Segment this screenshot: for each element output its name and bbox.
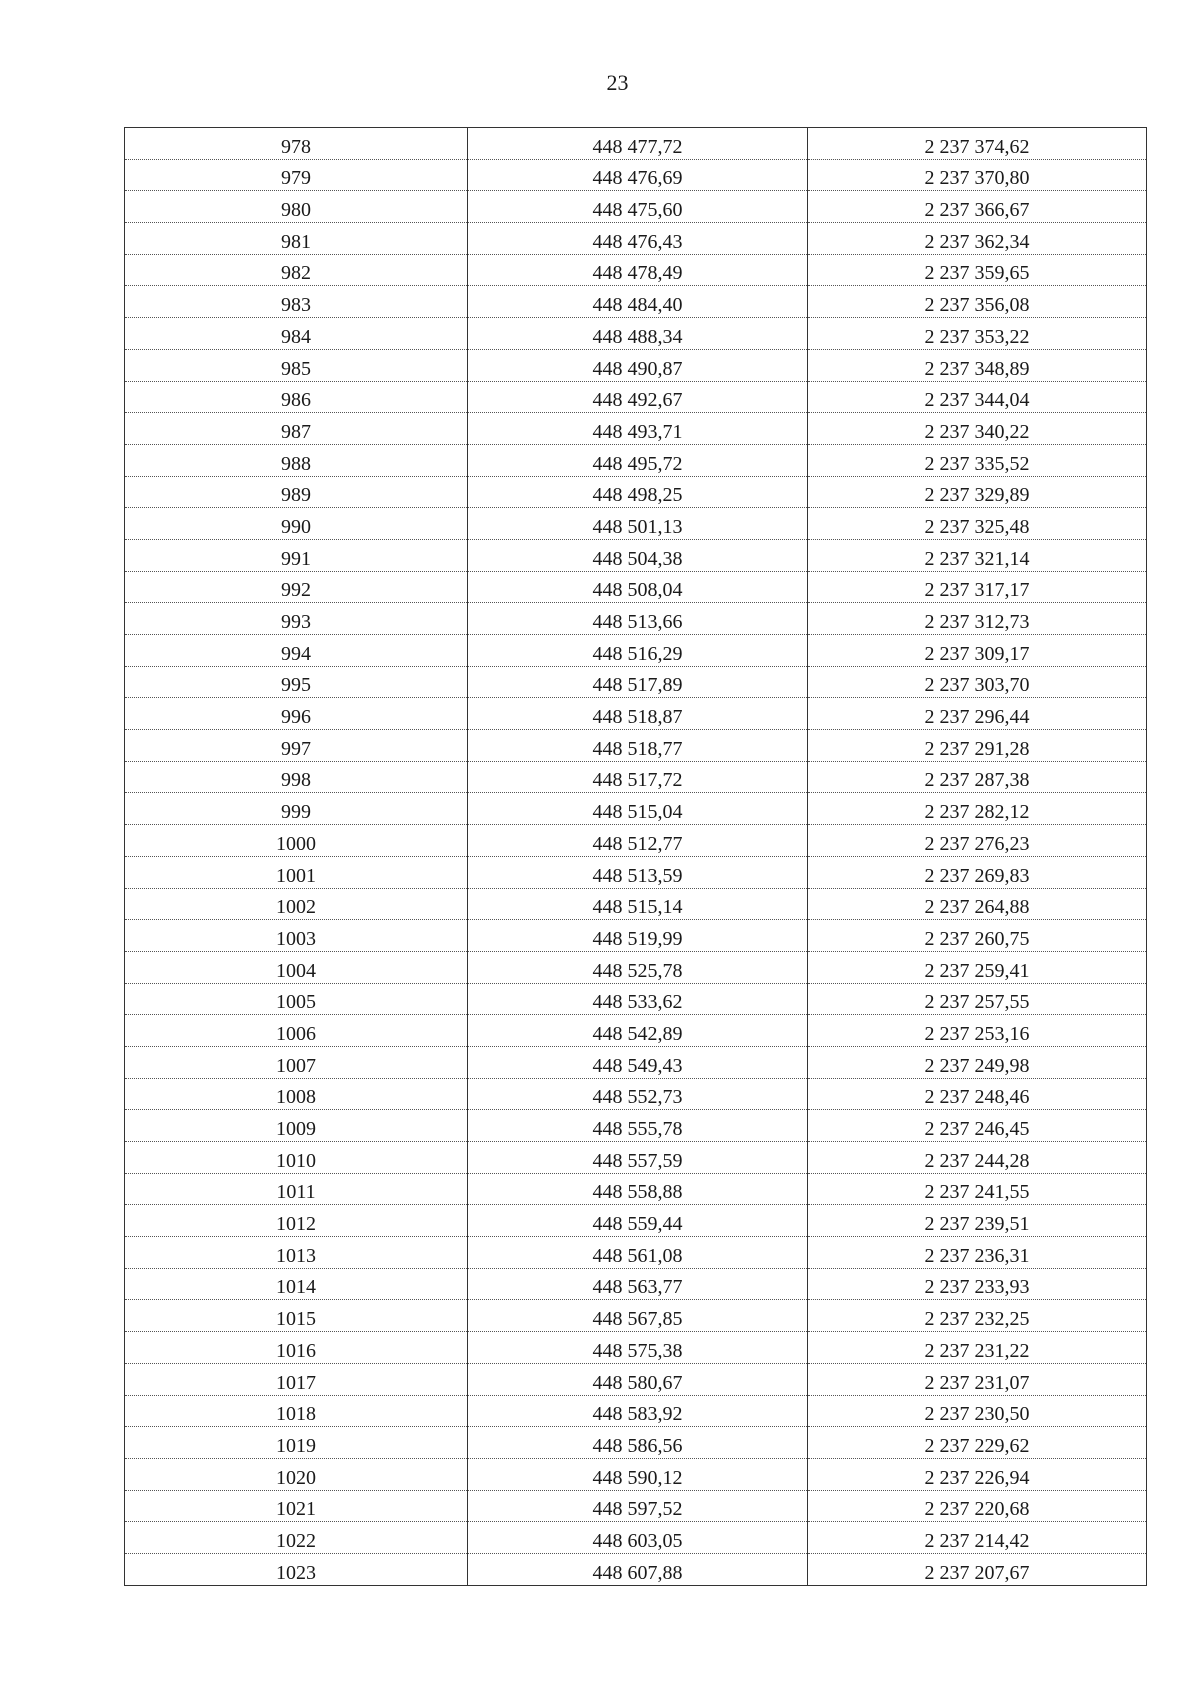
y-coordinate-cell: 2 237 303,70 [808,666,1147,698]
point-number-cell: 984 [125,318,468,350]
point-number-cell: 1011 [125,1173,468,1205]
point-number-cell: 1014 [125,1268,468,1300]
table-row [125,349,1147,381]
point-number-cell: 993 [125,603,468,635]
table-row [125,1332,1147,1364]
table-row [125,603,1147,635]
y-coordinate-cell: 2 237 244,28 [808,1142,1147,1174]
x-coordinate-cell: 448 590,12 [468,1458,808,1490]
table-row [125,539,1147,571]
x-coordinate-cell: 448 492,67 [468,381,808,413]
table-row [125,159,1147,191]
y-coordinate-cell: 2 237 229,62 [808,1427,1147,1459]
point-number-cell: 985 [125,349,468,381]
x-coordinate-cell: 448 555,78 [468,1110,808,1142]
y-coordinate-cell: 2 237 269,83 [808,856,1147,888]
y-coordinate-cell: 2 237 233,93 [808,1268,1147,1300]
y-coordinate-cell: 2 237 276,23 [808,825,1147,857]
point-number-cell: 995 [125,666,468,698]
page-number: 23 [606,70,629,95]
point-number-cell: 1009 [125,1110,468,1142]
x-coordinate-cell: 448 513,66 [468,603,808,635]
point-number-cell: 983 [125,286,468,318]
table-row [125,635,1147,667]
y-coordinate-cell: 2 237 374,62 [808,128,1147,160]
table-row [125,571,1147,603]
x-coordinate-cell: 448 583,92 [468,1395,808,1427]
x-coordinate-cell: 448 490,87 [468,349,808,381]
point-number-cell: 1000 [125,825,468,857]
x-coordinate-cell: 448 557,59 [468,1142,808,1174]
x-coordinate-cell: 448 519,99 [468,920,808,952]
point-number-cell: 1008 [125,1078,468,1110]
y-coordinate-cell: 2 237 249,98 [808,1046,1147,1078]
x-coordinate-cell: 448 508,04 [468,571,808,603]
coordinates-table [124,127,1147,1586]
x-coordinate-cell: 448 542,89 [468,1015,808,1047]
x-coordinate-cell: 448 563,77 [468,1268,808,1300]
y-coordinate-cell: 2 237 226,94 [808,1458,1147,1490]
y-coordinate-cell: 2 237 259,41 [808,951,1147,983]
y-coordinate-cell: 2 237 232,25 [808,1300,1147,1332]
table-row [125,286,1147,318]
x-coordinate-cell: 448 597,52 [468,1490,808,1522]
y-coordinate-cell: 2 237 231,07 [808,1363,1147,1395]
point-number-cell: 988 [125,444,468,476]
point-number-cell: 1007 [125,1046,468,1078]
y-coordinate-cell: 2 237 340,22 [808,413,1147,445]
x-coordinate-cell: 448 484,40 [468,286,808,318]
table-row [125,1522,1147,1554]
x-coordinate-cell: 448 518,77 [468,730,808,762]
x-coordinate-cell: 448 586,56 [468,1427,808,1459]
point-number-cell: 1001 [125,856,468,888]
point-number-cell: 1003 [125,920,468,952]
x-coordinate-cell: 448 607,88 [468,1553,808,1585]
table-row [125,666,1147,698]
x-coordinate-cell: 448 561,08 [468,1237,808,1269]
table-row [125,1237,1147,1269]
point-number-cell: 1016 [125,1332,468,1364]
point-number-cell: 997 [125,730,468,762]
y-coordinate-cell: 2 237 220,68 [808,1490,1147,1522]
x-coordinate-cell: 448 567,85 [468,1300,808,1332]
table-row [125,1268,1147,1300]
x-coordinate-cell: 448 517,89 [468,666,808,698]
point-number-cell: 998 [125,761,468,793]
x-coordinate-cell: 448 552,73 [468,1078,808,1110]
table-row [125,1395,1147,1427]
point-number-cell: 991 [125,539,468,571]
table-row [125,1173,1147,1205]
x-coordinate-cell: 448 512,77 [468,825,808,857]
table-row [125,983,1147,1015]
x-coordinate-cell: 448 478,49 [468,254,808,286]
point-number-cell: 994 [125,635,468,667]
point-number-cell: 982 [125,254,468,286]
table-row [125,1015,1147,1047]
table-row [125,761,1147,793]
point-number-cell: 979 [125,159,468,191]
table-row [125,1553,1147,1585]
table-row [125,191,1147,223]
point-number-cell: 981 [125,223,468,255]
table-row [125,1363,1147,1395]
point-number-cell: 1019 [125,1427,468,1459]
y-coordinate-cell: 2 237 239,51 [808,1205,1147,1237]
y-coordinate-cell: 2 237 312,73 [808,603,1147,635]
x-coordinate-cell: 448 475,60 [468,191,808,223]
x-coordinate-cell: 448 498,25 [468,476,808,508]
y-coordinate-cell: 2 237 296,44 [808,698,1147,730]
table-row [125,128,1147,160]
x-coordinate-cell: 448 603,05 [468,1522,808,1554]
y-coordinate-cell: 2 237 291,28 [808,730,1147,762]
table-row [125,223,1147,255]
y-coordinate-cell: 2 237 317,17 [808,571,1147,603]
x-coordinate-cell: 448 549,43 [468,1046,808,1078]
point-number-cell: 1021 [125,1490,468,1522]
table-row [125,444,1147,476]
table-row [125,825,1147,857]
point-number-cell: 999 [125,793,468,825]
table-row [125,1110,1147,1142]
x-coordinate-cell: 448 495,72 [468,444,808,476]
y-coordinate-cell: 2 237 329,89 [808,476,1147,508]
point-number-cell: 987 [125,413,468,445]
y-coordinate-cell: 2 237 309,17 [808,635,1147,667]
x-coordinate-cell: 448 501,13 [468,508,808,540]
table-row [125,508,1147,540]
table-row [125,1205,1147,1237]
coordinates-table-body [125,128,1147,1586]
x-coordinate-cell: 448 476,43 [468,223,808,255]
point-number-cell: 1023 [125,1553,468,1585]
x-coordinate-cell: 448 513,59 [468,856,808,888]
y-coordinate-cell: 2 237 282,12 [808,793,1147,825]
point-number-cell: 1017 [125,1363,468,1395]
y-coordinate-cell: 2 237 231,22 [808,1332,1147,1364]
table-row [125,381,1147,413]
x-coordinate-cell: 448 504,38 [468,539,808,571]
table-row [125,1142,1147,1174]
table-row [125,1046,1147,1078]
point-number-cell: 1013 [125,1237,468,1269]
table-row [125,920,1147,952]
point-number-cell: 1006 [125,1015,468,1047]
y-coordinate-cell: 2 237 236,31 [808,1237,1147,1269]
point-number-cell: 1012 [125,1205,468,1237]
x-coordinate-cell: 448 476,69 [468,159,808,191]
x-coordinate-cell: 448 488,34 [468,318,808,350]
table-row [125,1427,1147,1459]
x-coordinate-cell: 448 580,67 [468,1363,808,1395]
y-coordinate-cell: 2 237 344,04 [808,381,1147,413]
table-row [125,1300,1147,1332]
point-number-cell: 992 [125,571,468,603]
y-coordinate-cell: 2 237 214,42 [808,1522,1147,1554]
point-number-cell: 1022 [125,1522,468,1554]
y-coordinate-cell: 2 237 353,22 [808,318,1147,350]
y-coordinate-cell: 2 237 264,88 [808,888,1147,920]
y-coordinate-cell: 2 237 366,67 [808,191,1147,223]
point-number-cell: 980 [125,191,468,223]
y-coordinate-cell: 2 237 370,80 [808,159,1147,191]
x-coordinate-cell: 448 558,88 [468,1173,808,1205]
y-coordinate-cell: 2 237 230,50 [808,1395,1147,1427]
x-coordinate-cell: 448 559,44 [468,1205,808,1237]
point-number-cell: 996 [125,698,468,730]
y-coordinate-cell: 2 237 321,14 [808,539,1147,571]
y-coordinate-cell: 2 237 356,08 [808,286,1147,318]
y-coordinate-cell: 2 237 253,16 [808,1015,1147,1047]
table-row [125,318,1147,350]
point-number-cell: 1015 [125,1300,468,1332]
x-coordinate-cell: 448 517,72 [468,761,808,793]
y-coordinate-cell: 2 237 260,75 [808,920,1147,952]
table-row [125,1490,1147,1522]
point-number-cell: 1002 [125,888,468,920]
x-coordinate-cell: 448 575,38 [468,1332,808,1364]
y-coordinate-cell: 2 237 325,48 [808,508,1147,540]
y-coordinate-cell: 2 237 287,38 [808,761,1147,793]
table-row [125,730,1147,762]
point-number-cell: 1018 [125,1395,468,1427]
x-coordinate-cell: 448 515,14 [468,888,808,920]
y-coordinate-cell: 2 237 257,55 [808,983,1147,1015]
table-row [125,793,1147,825]
y-coordinate-cell: 2 237 359,65 [808,254,1147,286]
y-coordinate-cell: 2 237 362,34 [808,223,1147,255]
point-number-cell: 1010 [125,1142,468,1174]
point-number-cell: 1004 [125,951,468,983]
point-number-cell: 1005 [125,983,468,1015]
x-coordinate-cell: 448 477,72 [468,128,808,160]
table-row [125,856,1147,888]
x-coordinate-cell: 448 515,04 [468,793,808,825]
point-number-cell: 990 [125,508,468,540]
table-row [125,1458,1147,1490]
table-row [125,1078,1147,1110]
point-number-cell: 986 [125,381,468,413]
table-row [125,951,1147,983]
point-number-cell: 1020 [125,1458,468,1490]
point-number-cell: 978 [125,128,468,160]
x-coordinate-cell: 448 518,87 [468,698,808,730]
y-coordinate-cell: 2 237 241,55 [808,1173,1147,1205]
y-coordinate-cell: 2 237 335,52 [808,444,1147,476]
y-coordinate-cell: 2 237 246,45 [808,1110,1147,1142]
x-coordinate-cell: 448 533,62 [468,983,808,1015]
table-row [125,698,1147,730]
table-row [125,254,1147,286]
point-number-cell: 989 [125,476,468,508]
x-coordinate-cell: 448 493,71 [468,413,808,445]
table-row [125,476,1147,508]
y-coordinate-cell: 2 237 207,67 [808,1553,1147,1585]
y-coordinate-cell: 2 237 348,89 [808,349,1147,381]
table-row [125,413,1147,445]
x-coordinate-cell: 448 525,78 [468,951,808,983]
table-row [125,888,1147,920]
x-coordinate-cell: 448 516,29 [468,635,808,667]
y-coordinate-cell: 2 237 248,46 [808,1078,1147,1110]
